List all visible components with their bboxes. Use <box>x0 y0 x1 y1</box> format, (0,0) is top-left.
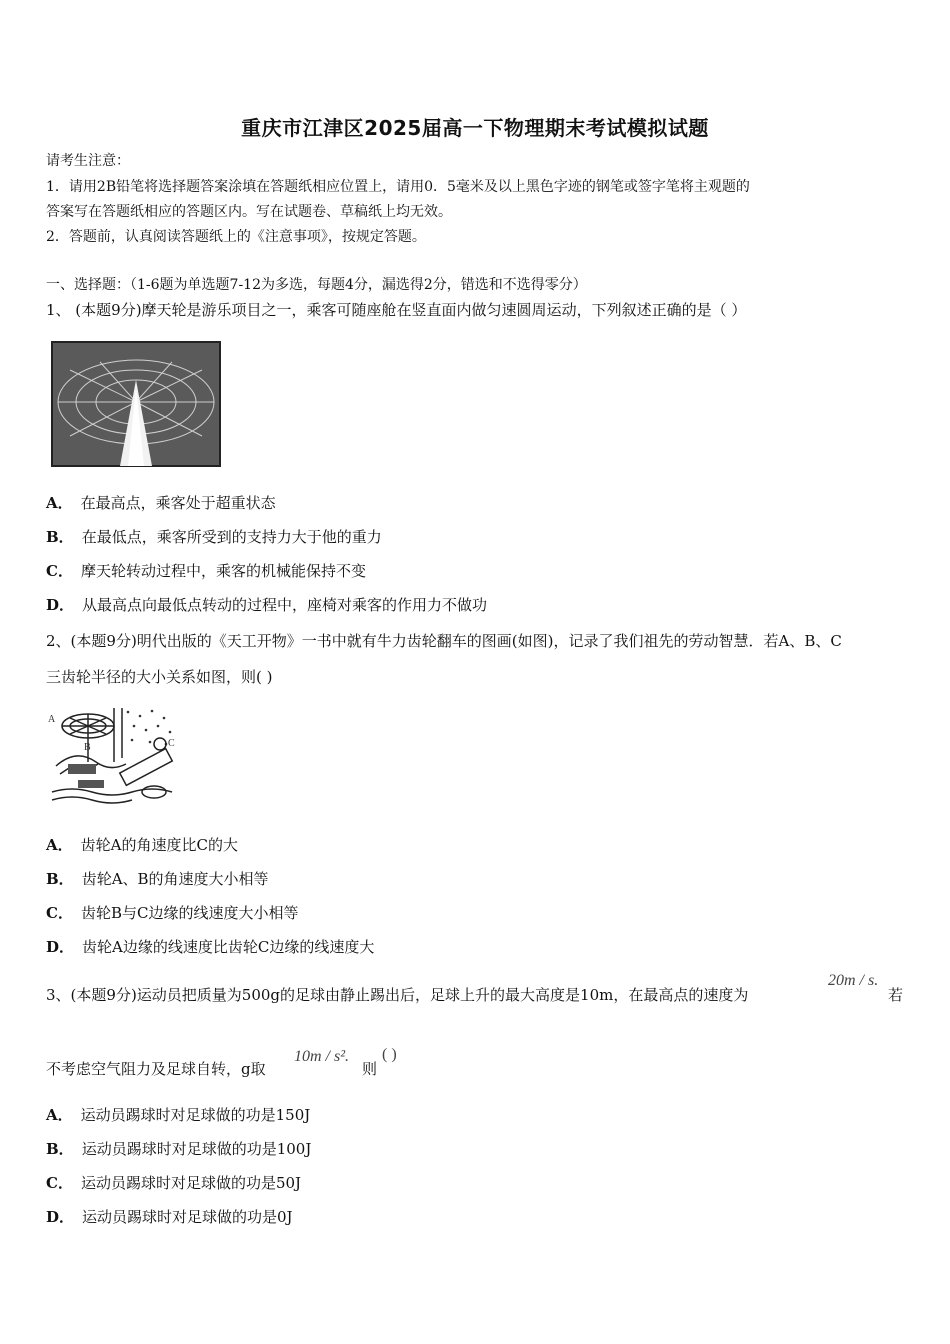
ferris-wheel-photo <box>50 340 222 468</box>
question-3-stem-line-1: 3、(本题9分)运动员把质量为500g的足球由静止踢出后，足球上升的最大高度是10m，在最高点的速度为 <box>46 986 749 1004</box>
section-heading: 一、选择题：（1-6题为单选题7-12为多选，每题4分，漏选得2分，错选和不选得零分） <box>46 277 587 293</box>
notice-line-1a: 1．请用2B铅笔将选择题答案涂填在答题纸相应位置上，请用0．5毫米及以上黑色字迹的钢笔或签字笔将主观题的 <box>46 179 750 195</box>
question-1-stem: 1、 (本题9分)摩天轮是游乐项目之一，乘客可随座舱在竖直面内做匀速圆周运动，下列叙述正确的是（ ） <box>46 301 747 319</box>
q2-option-c[interactable]: C． 齿轮B与C边缘的线速度大小相等 <box>46 904 299 922</box>
gear-label-a: A <box>48 714 56 725</box>
gear-label-c: C <box>168 738 175 749</box>
q1-option-a[interactable]: A． 在最高点，乘客处于超重状态 <box>46 494 276 512</box>
q1-option-b[interactable]: B． 在最低点，乘客所受到的支持力大于他的重力 <box>46 528 382 546</box>
q1-option-d[interactable]: D． 从最高点向最低点转动的过程中，座椅对乘客的作用力不做功 <box>46 596 488 614</box>
question-3-stem-line-2-end: 则 <box>362 1060 378 1078</box>
velocity-formula: 20m / s. <box>828 972 879 989</box>
gravity-formula: 10m / s². <box>294 1048 350 1065</box>
answer-paren: ( ) <box>382 1046 397 1063</box>
q3-option-c[interactable]: C． 运动员踢球时对足球做的功是50J <box>46 1174 302 1192</box>
notice-line-1b: 答案写在答题纸相应的答题区内。写在试题卷、草稿纸上均无效。 <box>46 204 452 220</box>
q3-option-d[interactable]: D． 运动员踢球时对足球做的功是0J <box>46 1208 293 1226</box>
question-3-stem-line-2: 不考虑空气阻力及足球自转，g取 <box>46 1060 266 1078</box>
q2-option-d[interactable]: D． 齿轮A边缘的线速度比齿轮C边缘的线速度大 <box>46 938 375 956</box>
question-3-stem-line-1-end: 若 <box>888 986 904 1004</box>
q3-option-a[interactable]: A． 运动员踢球时对足球做的功是150J <box>46 1106 311 1124</box>
q2-option-b[interactable]: B． 齿轮A、B的角速度大小相等 <box>46 870 269 888</box>
q3-option-b[interactable]: B． 运动员踢球时对足球做的功是100J <box>46 1140 312 1158</box>
question-2-stem-line-1: 2、(本题9分)明代出版的《天工开物》一书中就有牛力齿轮翻车的图画(如图)，记录了我们祖先的劳动智慧．若A、B、C <box>46 632 842 650</box>
ox-gear-waterwheel-drawing <box>48 704 178 808</box>
gear-label-b: B <box>84 742 91 753</box>
notice-line-2: 2．答题前，认真阅读答题纸上的《注意事项》，按规定答题。 <box>46 229 426 245</box>
question-2-stem-line-2: 三齿轮半径的大小关系如图，则( ) <box>46 668 273 686</box>
notice-heading: 请考生注意： <box>46 153 130 169</box>
q1-option-c[interactable]: C． 摩天轮转动过程中，乘客的机械能保持不变 <box>46 562 366 580</box>
page-title: 重庆市江津区2025届高一下物理期末考试模拟试题 <box>241 116 709 140</box>
q2-option-a[interactable]: A． 齿轮A的角速度比C的大 <box>46 836 238 854</box>
